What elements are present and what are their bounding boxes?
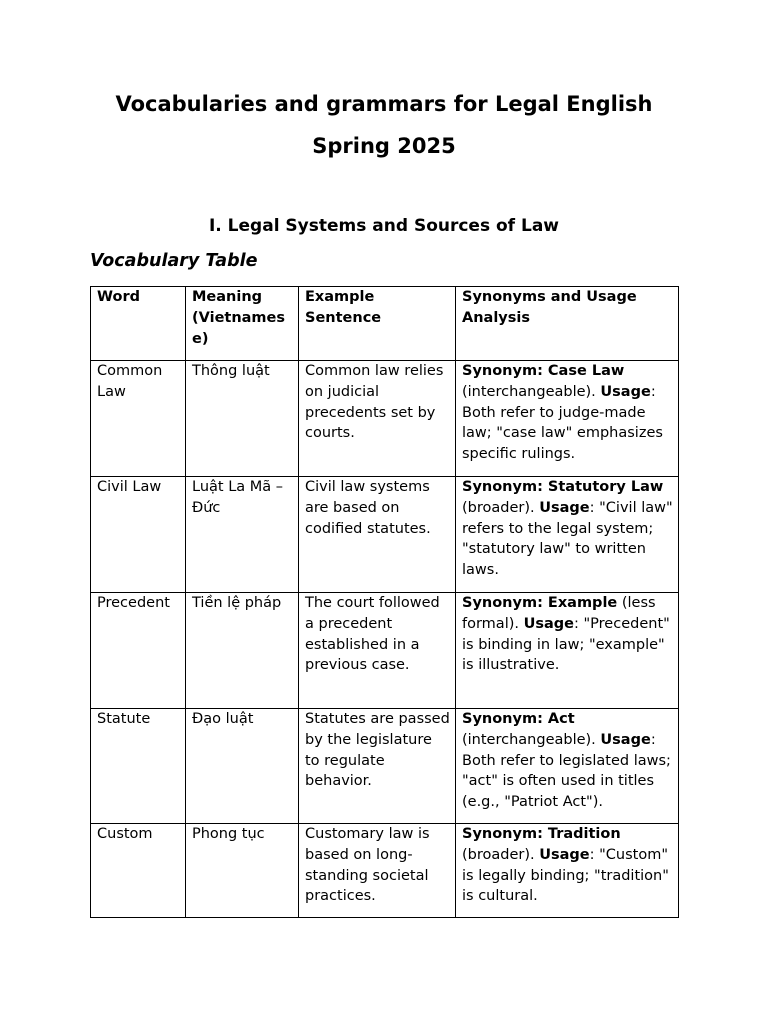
cell-example: Statutes are passed by the legislature to regulate behavior. bbox=[299, 709, 456, 824]
synonym-label: Synonym: Tradition bbox=[462, 826, 621, 842]
usage-label: Usage bbox=[523, 615, 575, 632]
synonym-note: (broader). bbox=[462, 846, 540, 863]
usage-text: : Both refer to judge-made law; "case law" emphasizes specific rulings. bbox=[462, 383, 663, 463]
cell-word: Precedent bbox=[91, 593, 186, 709]
synonym-note: (interchangeable). bbox=[462, 383, 601, 400]
cell-synonyms bbox=[456, 477, 679, 593]
header-meaning: Meaning (Vietnamese) bbox=[186, 287, 299, 361]
cell-example: Customary law is based on long-standing societal practices. bbox=[299, 824, 456, 918]
cell-word: Common Law bbox=[91, 361, 186, 477]
usage-label: Usage bbox=[539, 499, 590, 516]
synonym-label: Synonym: Case Law bbox=[462, 363, 625, 379]
synonym-note: (less formal). bbox=[462, 595, 656, 632]
cell-synonyms bbox=[456, 361, 679, 477]
table-row bbox=[91, 361, 679, 477]
synonym-note: (interchangeable). bbox=[462, 731, 601, 748]
header-synonyms: Synonyms and Usage Analysis bbox=[456, 287, 679, 361]
table-subheading: Vocabulary Table bbox=[90, 251, 258, 271]
cell-word: Custom bbox=[91, 824, 186, 918]
cell-example: The court followed a precedent established in a previous case. bbox=[299, 593, 456, 709]
synonym-label: Synonym: Example bbox=[462, 595, 618, 611]
cell-meaning: Tiền lệ pháp bbox=[186, 593, 299, 709]
cell-meaning: Phong tục bbox=[186, 824, 299, 918]
header-example: Example Sentence bbox=[299, 287, 456, 361]
table-row bbox=[91, 477, 679, 593]
table-header-row bbox=[91, 287, 679, 361]
usage-text: : Both refer to legislated laws; "act" is often used in titles (e.g., "Patriot Act"). bbox=[462, 731, 671, 811]
cell-example: Common law relies on judicial precedents set by courts. bbox=[299, 361, 456, 477]
cell-meaning: Đạo luật bbox=[186, 709, 299, 824]
synonym-label: Synonym: Statutory Law bbox=[462, 479, 664, 495]
usage-label: Usage bbox=[600, 383, 651, 400]
vocabulary-table bbox=[90, 286, 679, 918]
header-word: Word bbox=[91, 287, 186, 361]
cell-word: Civil Law bbox=[91, 477, 186, 593]
cell-meaning: Luật La Mã – Đức bbox=[186, 477, 299, 593]
cell-word: Statute bbox=[91, 709, 186, 824]
cell-synonyms bbox=[456, 709, 679, 824]
table-row bbox=[91, 709, 679, 824]
usage-text: : "Precedent" is binding in law; "example" is illustrative. bbox=[462, 615, 670, 674]
cell-meaning: Thông luật bbox=[186, 361, 299, 477]
section-heading: I. Legal Systems and Sources of Law bbox=[208, 216, 560, 236]
document-title: Vocabularies and grammars for Legal English bbox=[115, 92, 653, 116]
cell-synonyms bbox=[456, 824, 679, 918]
usage-text: : "Custom" is legally binding; "tradition" is cultural. bbox=[462, 846, 669, 905]
table-row bbox=[91, 824, 679, 918]
table-row bbox=[91, 593, 679, 709]
usage-label: Usage bbox=[600, 731, 651, 748]
usage-text: : "Civil law" refers to the legal system; "statutory law" to written laws. bbox=[462, 499, 673, 579]
cell-synonyms bbox=[456, 593, 679, 709]
synonym-label: Synonym: Act bbox=[462, 711, 575, 727]
usage-label: Usage bbox=[539, 846, 590, 863]
document-subtitle: Spring 2025 bbox=[312, 134, 456, 158]
synonym-note: (broader). bbox=[462, 499, 540, 516]
cell-example: Civil law systems are based on codified statutes. bbox=[299, 477, 456, 593]
